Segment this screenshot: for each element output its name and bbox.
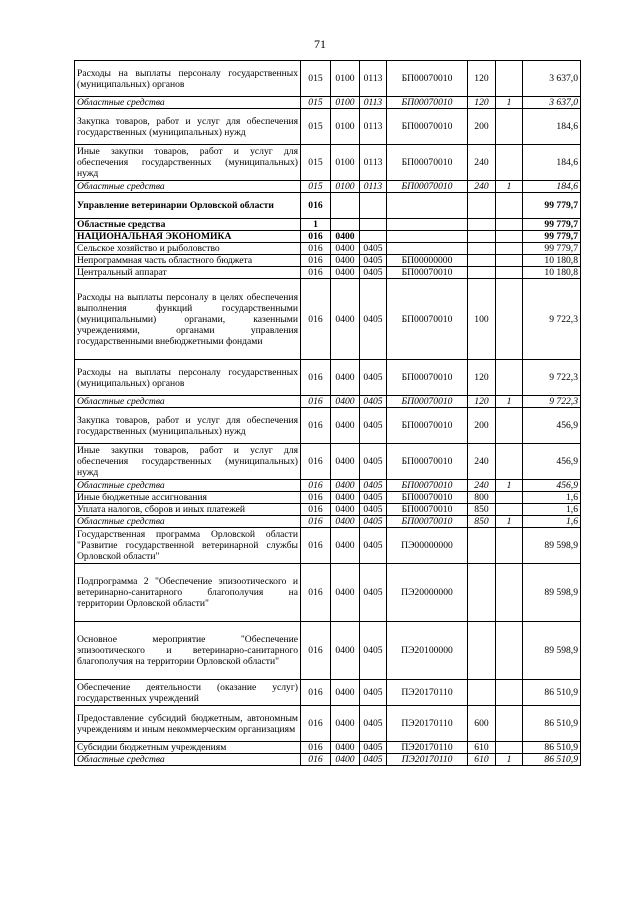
funding-source-cell	[496, 706, 523, 742]
item-name-cell: Центральный аппарат	[75, 267, 301, 279]
grbs-code-cell: 016	[301, 622, 331, 680]
item-name-cell: Областные средства	[75, 396, 301, 408]
table-row	[75, 742, 581, 754]
amount-cell: 86 510,9	[523, 680, 581, 706]
amount-cell: 3 637,0	[523, 97, 581, 109]
funding-source-cell	[496, 528, 523, 564]
grbs-code-cell: 016	[301, 754, 331, 766]
expense-type-cell: 850	[468, 516, 496, 528]
grbs-code-cell: 016	[301, 492, 331, 504]
funding-source-cell	[496, 231, 523, 243]
target-article-cell: БП00070010	[387, 480, 468, 492]
table-row	[75, 243, 581, 255]
grbs-code-cell: 015	[301, 181, 331, 193]
funding-source-cell	[496, 61, 523, 97]
item-name-cell: Расходы на выплаты персоналу государственных (муниципальных) органов	[75, 61, 301, 97]
amount-cell: 89 598,9	[523, 528, 581, 564]
subsection-code-cell: 0405	[360, 492, 387, 504]
funding-source-cell	[496, 622, 523, 680]
target-article-cell: БП00070010	[387, 492, 468, 504]
grbs-code-cell: 015	[301, 145, 331, 181]
target-article-cell: БП00070010	[387, 360, 468, 396]
funding-source-cell	[496, 564, 523, 622]
grbs-code-cell: 016	[301, 396, 331, 408]
grbs-code-cell: 016	[301, 444, 331, 480]
amount-cell: 10 180,8	[523, 255, 581, 267]
amount-cell: 9 722,3	[523, 279, 581, 360]
budget-table	[74, 60, 581, 766]
subsection-code-cell: 0405	[360, 360, 387, 396]
section-code-cell: 0400	[331, 528, 360, 564]
section-code-cell: 0400	[331, 706, 360, 742]
target-article-cell: ПЭ20170110	[387, 754, 468, 766]
amount-cell: 99 779,7	[523, 219, 581, 231]
table-body	[75, 61, 581, 766]
table-row	[75, 504, 581, 516]
table-row	[75, 516, 581, 528]
item-name-cell: Закупка товаров, работ и услуг для обеспечения государственных (муниципальных) нужд	[75, 109, 301, 145]
funding-source-cell	[496, 109, 523, 145]
expense-type-cell	[468, 528, 496, 564]
grbs-code-cell: 1	[301, 219, 331, 231]
funding-source-cell	[496, 444, 523, 480]
subsection-code-cell: 0405	[360, 528, 387, 564]
section-code-cell: 0100	[331, 109, 360, 145]
target-article-cell: БП00070010	[387, 396, 468, 408]
grbs-code-cell: 015	[301, 97, 331, 109]
grbs-code-cell: 016	[301, 706, 331, 742]
table-row	[75, 145, 581, 181]
amount-cell: 1,6	[523, 516, 581, 528]
subsection-code-cell: 0405	[360, 564, 387, 622]
expense-type-cell	[468, 267, 496, 279]
table-row	[75, 492, 581, 504]
expense-type-cell	[468, 193, 496, 219]
item-name-cell: Закупка товаров, работ и услуг для обеспечения государственных (муниципальных) нужд	[75, 408, 301, 444]
grbs-code-cell: 016	[301, 360, 331, 396]
target-article-cell: ПЭ20170110	[387, 742, 468, 754]
grbs-code-cell: 016	[301, 279, 331, 360]
amount-cell: 99 779,7	[523, 243, 581, 255]
section-code-cell: 0400	[331, 267, 360, 279]
grbs-code-cell: 016	[301, 504, 331, 516]
amount-cell: 184,6	[523, 145, 581, 181]
section-code-cell: 0400	[331, 444, 360, 480]
subsection-code-cell: 0405	[360, 706, 387, 742]
table-row	[75, 267, 581, 279]
subsection-code-cell	[360, 193, 387, 219]
funding-source-cell	[496, 680, 523, 706]
table-row	[75, 408, 581, 444]
subsection-code-cell: 0405	[360, 480, 387, 492]
section-code-cell: 0400	[331, 516, 360, 528]
subsection-code-cell: 0405	[360, 408, 387, 444]
grbs-code-cell: 016	[301, 243, 331, 255]
table-row	[75, 622, 581, 680]
expense-type-cell	[468, 622, 496, 680]
subsection-code-cell: 0405	[360, 267, 387, 279]
item-name-cell: Предоставление субсидий бюджетным, автономным учреждениям и иным некоммерческим организациям	[75, 706, 301, 742]
subsection-code-cell: 0113	[360, 181, 387, 193]
expense-type-cell: 200	[468, 109, 496, 145]
target-article-cell: ПЭ20100000	[387, 622, 468, 680]
target-article-cell	[387, 219, 468, 231]
item-name-cell: Непрограммная часть областного бюджета	[75, 255, 301, 267]
funding-source-cell	[496, 504, 523, 516]
page-number: 71	[314, 37, 326, 51]
amount-cell: 89 598,9	[523, 564, 581, 622]
section-code-cell: 0400	[331, 622, 360, 680]
grbs-code-cell: 016	[301, 231, 331, 243]
grbs-code-cell: 016	[301, 255, 331, 267]
item-name-cell: Областные средства	[75, 480, 301, 492]
expense-type-cell: 240	[468, 444, 496, 480]
table-row	[75, 480, 581, 492]
item-name-cell: Субсидии бюджетным учреждениям	[75, 742, 301, 754]
table-row	[75, 706, 581, 742]
section-code-cell: 0400	[331, 279, 360, 360]
section-code-cell: 0400	[331, 754, 360, 766]
subsection-code-cell: 0405	[360, 680, 387, 706]
target-article-cell: ПЭ20000000	[387, 564, 468, 622]
table-row	[75, 564, 581, 622]
amount-cell: 86 510,9	[523, 706, 581, 742]
grbs-code-cell: 015	[301, 61, 331, 97]
item-name-cell: Государственная программа Орловской области "Развитие государственной ветеринарной службы Орловской области"	[75, 528, 301, 564]
item-name-cell: Областные средства	[75, 181, 301, 193]
section-code-cell: 0100	[331, 145, 360, 181]
item-name-cell: Областные средства	[75, 516, 301, 528]
funding-source-cell	[496, 408, 523, 444]
subsection-code-cell	[360, 231, 387, 243]
funding-source-cell	[496, 267, 523, 279]
target-article-cell: БП00070010	[387, 181, 468, 193]
table-row	[75, 61, 581, 97]
target-article-cell: ПЭ20170110	[387, 706, 468, 742]
expense-type-cell: 200	[468, 408, 496, 444]
target-article-cell: ПЭ20170110	[387, 680, 468, 706]
expense-type-cell: 600	[468, 706, 496, 742]
item-name-cell: Обеспечение деятельности (оказание услуг) государственных учреждений	[75, 680, 301, 706]
expense-type-cell: 120	[468, 360, 496, 396]
expense-type-cell	[468, 255, 496, 267]
table-row	[75, 396, 581, 408]
amount-cell: 1,6	[523, 504, 581, 516]
target-article-cell: БП00070010	[387, 408, 468, 444]
grbs-code-cell: 016	[301, 528, 331, 564]
grbs-code-cell: 016	[301, 267, 331, 279]
amount-cell: 10 180,8	[523, 267, 581, 279]
subsection-code-cell: 0113	[360, 109, 387, 145]
amount-cell: 456,9	[523, 408, 581, 444]
amount-cell: 86 510,9	[523, 754, 581, 766]
amount-cell: 9 722,3	[523, 360, 581, 396]
subsection-code-cell	[360, 219, 387, 231]
funding-source-cell	[496, 742, 523, 754]
item-name-cell: Уплата налогов, сборов и иных платежей	[75, 504, 301, 516]
item-name-cell: Управление ветеринарии Орловской области	[75, 193, 301, 219]
subsection-code-cell: 0405	[360, 279, 387, 360]
funding-source-cell: 1	[496, 480, 523, 492]
grbs-code-cell: 016	[301, 408, 331, 444]
section-code-cell: 0400	[331, 564, 360, 622]
expense-type-cell: 610	[468, 754, 496, 766]
expense-type-cell: 240	[468, 480, 496, 492]
target-article-cell: БП00070010	[387, 109, 468, 145]
target-article-cell: БП00070010	[387, 97, 468, 109]
section-code-cell: 0400	[331, 680, 360, 706]
table-row	[75, 219, 581, 231]
item-name-cell: Областные средства	[75, 754, 301, 766]
expense-type-cell: 100	[468, 279, 496, 360]
grbs-code-cell: 016	[301, 516, 331, 528]
target-article-cell: ПЭ00000000	[387, 528, 468, 564]
expense-type-cell: 240	[468, 181, 496, 193]
section-code-cell: 0400	[331, 243, 360, 255]
section-code-cell: 0400	[331, 231, 360, 243]
section-code-cell: 0400	[331, 255, 360, 267]
expense-type-cell	[468, 219, 496, 231]
table-row	[75, 444, 581, 480]
table-row	[75, 754, 581, 766]
subsection-code-cell: 0113	[360, 97, 387, 109]
target-article-cell: БП00070010	[387, 279, 468, 360]
funding-source-cell	[496, 219, 523, 231]
target-article-cell: БП00070010	[387, 267, 468, 279]
amount-cell: 456,9	[523, 480, 581, 492]
subsection-code-cell: 0405	[360, 622, 387, 680]
table-row	[75, 231, 581, 243]
section-code-cell: 0100	[331, 97, 360, 109]
expense-type-cell: 800	[468, 492, 496, 504]
funding-source-cell: 1	[496, 181, 523, 193]
grbs-code-cell: 015	[301, 109, 331, 145]
funding-source-cell	[496, 193, 523, 219]
item-name-cell: Сельское хозяйство и рыболовство	[75, 243, 301, 255]
target-article-cell	[387, 231, 468, 243]
amount-cell: 86 510,9	[523, 742, 581, 754]
grbs-code-cell: 016	[301, 680, 331, 706]
grbs-code-cell: 016	[301, 742, 331, 754]
section-code-cell: 0100	[331, 61, 360, 97]
grbs-code-cell: 016	[301, 480, 331, 492]
subsection-code-cell: 0405	[360, 243, 387, 255]
funding-source-cell	[496, 243, 523, 255]
expense-type-cell: 120	[468, 396, 496, 408]
section-code-cell: 0400	[331, 408, 360, 444]
table-row	[75, 97, 581, 109]
item-name-cell: Иные закупки товаров, работ и услуг для обеспечения государственных (муниципальных) нужд	[75, 444, 301, 480]
table-row	[75, 528, 581, 564]
target-article-cell: БП00070010	[387, 504, 468, 516]
subsection-code-cell: 0405	[360, 255, 387, 267]
expense-type-cell: 610	[468, 742, 496, 754]
target-article-cell: БП00070010	[387, 61, 468, 97]
section-code-cell: 0400	[331, 360, 360, 396]
expense-type-cell: 120	[468, 61, 496, 97]
table-row	[75, 255, 581, 267]
expense-type-cell: 240	[468, 145, 496, 181]
subsection-code-cell: 0405	[360, 444, 387, 480]
expense-type-cell: 120	[468, 97, 496, 109]
funding-source-cell	[496, 492, 523, 504]
subsection-code-cell: 0405	[360, 504, 387, 516]
grbs-code-cell: 016	[301, 564, 331, 622]
expense-type-cell	[468, 680, 496, 706]
target-article-cell: БП00070010	[387, 444, 468, 480]
item-name-cell: Областные средства	[75, 219, 301, 231]
funding-source-cell: 1	[496, 754, 523, 766]
amount-cell: 184,6	[523, 181, 581, 193]
expense-type-cell	[468, 243, 496, 255]
section-code-cell: 0400	[331, 742, 360, 754]
amount-cell: 456,9	[523, 444, 581, 480]
section-code-cell: 0400	[331, 504, 360, 516]
funding-source-cell	[496, 255, 523, 267]
target-article-cell: БП00000000	[387, 255, 468, 267]
expense-type-cell	[468, 231, 496, 243]
expense-type-cell: 850	[468, 504, 496, 516]
target-article-cell: БП00070010	[387, 516, 468, 528]
section-code-cell: 0400	[331, 480, 360, 492]
item-name-cell: Иные бюджетные ассигнования	[75, 492, 301, 504]
grbs-code-cell: 016	[301, 193, 331, 219]
item-name-cell: Расходы на выплаты персоналу государственных (муниципальных) органов	[75, 360, 301, 396]
table-row	[75, 680, 581, 706]
subsection-code-cell: 0405	[360, 742, 387, 754]
item-name-cell: Областные средства	[75, 97, 301, 109]
amount-cell: 1,6	[523, 492, 581, 504]
item-name-cell: Иные закупки товаров, работ и услуг для обеспечения государственных (муниципальных) нужд	[75, 145, 301, 181]
amount-cell: 99 779,7	[523, 193, 581, 219]
funding-source-cell	[496, 145, 523, 181]
subsection-code-cell: 0405	[360, 754, 387, 766]
target-article-cell	[387, 193, 468, 219]
subsection-code-cell: 0113	[360, 145, 387, 181]
section-code-cell: 0400	[331, 492, 360, 504]
section-code-cell	[331, 193, 360, 219]
amount-cell: 9 722,3	[523, 396, 581, 408]
subsection-code-cell: 0113	[360, 61, 387, 97]
item-name-cell: Основное мероприятие "Обеспечение эпизоотического и ветеринарно-санитарного благополучия на территории Орловской области"	[75, 622, 301, 680]
expense-type-cell	[468, 564, 496, 622]
table-row	[75, 360, 581, 396]
funding-source-cell: 1	[496, 516, 523, 528]
amount-cell: 99 779,7	[523, 231, 581, 243]
amount-cell: 89 598,9	[523, 622, 581, 680]
target-article-cell	[387, 243, 468, 255]
table-row	[75, 181, 581, 193]
table-row	[75, 279, 581, 360]
target-article-cell: БП00070010	[387, 145, 468, 181]
section-code-cell: 0100	[331, 181, 360, 193]
subsection-code-cell: 0405	[360, 516, 387, 528]
table-row	[75, 193, 581, 219]
funding-source-cell	[496, 360, 523, 396]
section-code-cell	[331, 219, 360, 231]
section-code-cell: 0400	[331, 396, 360, 408]
funding-source-cell: 1	[496, 396, 523, 408]
table-row	[75, 109, 581, 145]
amount-cell: 184,6	[523, 109, 581, 145]
funding-source-cell: 1	[496, 97, 523, 109]
item-name-cell: Расходы на выплаты персоналу в целях обеспечения выполнения функций государственными (муниципальными) органами, казенными учреждениями, органами управления государственными внебюджетными фондами	[75, 279, 301, 360]
item-name-cell: Подпрограмма 2 "Обеспечение эпизоотического и ветеринарно-санитарного благополучия на территории Орловской области"	[75, 564, 301, 622]
subsection-code-cell: 0405	[360, 396, 387, 408]
funding-source-cell	[496, 279, 523, 360]
item-name-cell: НАЦИОНАЛЬНАЯ ЭКОНОМИКА	[75, 231, 301, 243]
amount-cell: 3 637,0	[523, 61, 581, 97]
